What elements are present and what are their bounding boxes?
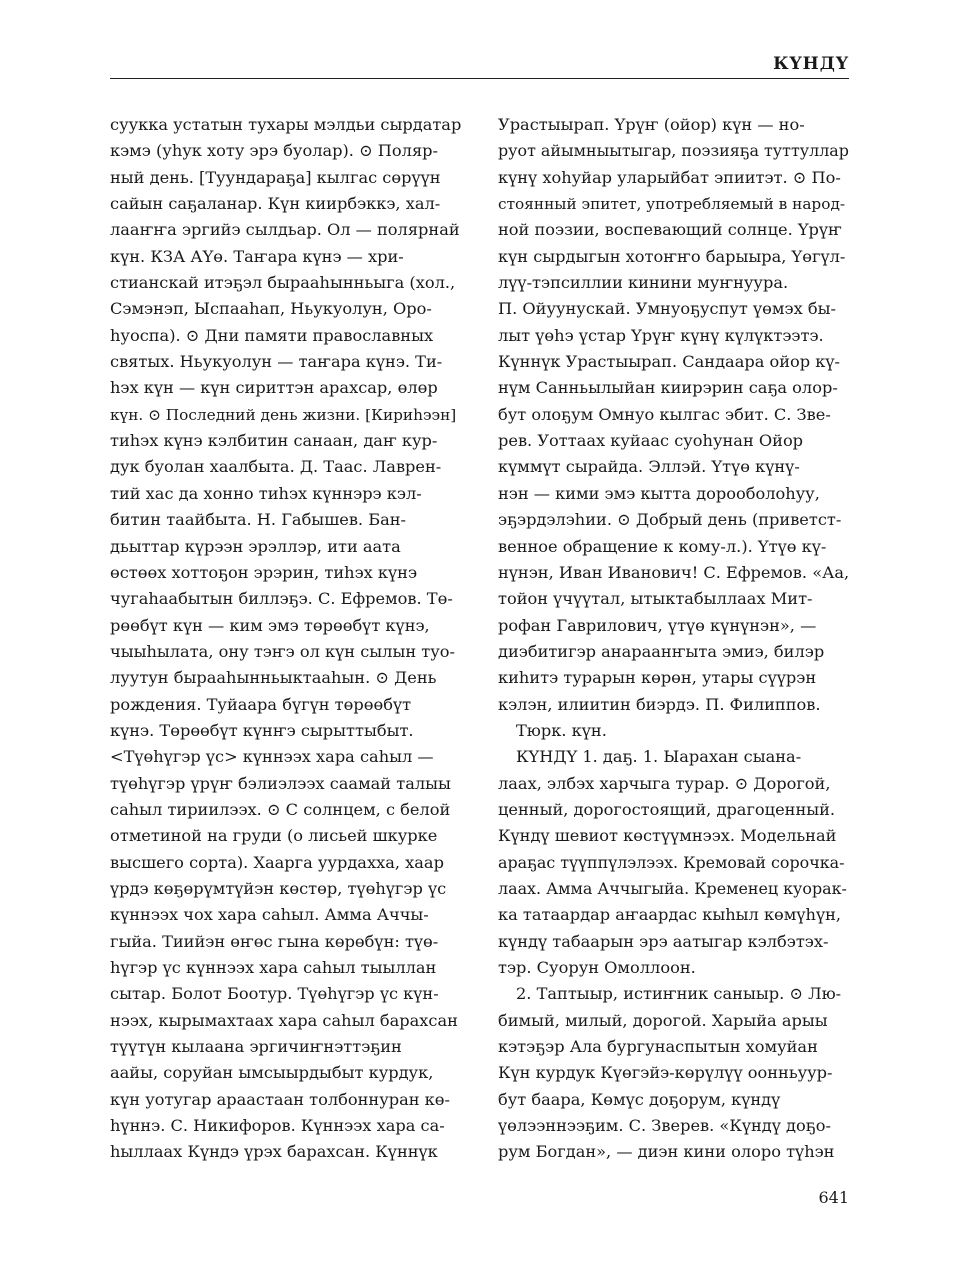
text-line: ной поэзии, воспевающий солнце. Үрүҥ <box>498 220 842 240</box>
right-column <box>498 112 850 1166</box>
text-line: күн уотугар араастаан толбоннуран кө- <box>110 1089 451 1109</box>
text-line: высшего сорта). Хаарга уурдахха, хаар <box>110 852 444 872</box>
entry-kundu-sense-1 <box>498 744 850 981</box>
text-line: тиһэх күнэ кэлбитин санаан, даҥ кур- <box>110 431 438 451</box>
text-line: бут баара, Көмүс доҕорум, күндү <box>498 1089 781 1109</box>
text-line: күнү хоһуйар уларыйбат эпиитэт. ⊙ По- <box>498 167 841 187</box>
text-line: күндү табаарын эрэ аатыгар кэлбэтэх- <box>498 931 829 951</box>
text-line: тий хас да хонно тиһэх күннэрэ кэл- <box>110 483 422 503</box>
text-line: үөлээннээҕим. С. Зверев. «Күндү доҕо- <box>498 1116 831 1136</box>
text-line: сайын саҕаланар. Күн киирбэккэ, хал- <box>110 194 441 214</box>
text-line: Урастыырап. Үрүҥ (ойор) күн — но- <box>498 115 805 134</box>
text-line: диэбитигэр анараанҥыта эмиэ, билэр <box>498 641 825 661</box>
text-line: нээх, кырымахтаах хара саһыл барахсан <box>110 1010 458 1030</box>
text-line: лаах, элбэх харчыга турар. ⊙ Дорогой, <box>498 773 831 793</box>
text-line: нэн — кими эмэ кытта дорооболоһуу, <box>498 483 820 503</box>
text-line: лыт үөһэ үстар Үрүҥ күнү күлүктээтэ. <box>498 325 824 345</box>
text-line: кэмэ (уһук хоту эрэ буолар). ⊙ Поляр- <box>110 141 438 161</box>
text-line: күммүт сырайда. Эллэй. Үтүө күнү- <box>498 457 800 477</box>
text-line: һыллаах Күндэ үрэх барахсан. Күннүк <box>110 1142 438 1162</box>
page-number: 641 <box>818 1188 849 1207</box>
running-header: КҮНДҮ <box>773 54 849 74</box>
text-line: чыыһылата, ону тэҥэ ол күн сылын туо- <box>110 641 455 661</box>
text-line: тэр. Суорун Омоллоон. <box>498 958 696 977</box>
text-line: рофан Гаврилович, үтүө күнүнэн», — <box>498 615 817 635</box>
entry-continuation <box>498 112 850 718</box>
etymology-note: Тюрк. күн. <box>516 720 607 740</box>
text-line: күн. ⊙ Последний день жизни. [Кириһээн] <box>110 405 457 424</box>
text-line: һүгэр үс күннээх хара саһыл тыыллан <box>110 958 437 977</box>
text-line: киһитэ турарын көрөн, утары сүүрэн <box>498 668 817 688</box>
text-line: дук буолан хаалбыта. Д. Таас. Лаврен- <box>110 457 442 477</box>
text-line: кэлэн, илиитин биэрдэ. П. Филиппов. <box>498 694 821 714</box>
text-line: һэх күн — күн сириттэн арахсар, өлөр <box>110 378 438 398</box>
text-line: эҕэрдэлэһии. ⊙ Добрый день (приветст- <box>498 510 842 530</box>
text-line: рум Богдан», — диэн кини олоро түһэн <box>498 1142 835 1162</box>
text-line: ный день. [Туундараҕа] кылгас сөрүүн <box>110 167 441 187</box>
text-line: венное обращение к кому-л.). Үтүө кү- <box>498 536 827 556</box>
text-line: лаах. Амма Аччыгыйа. Кременец куорак- <box>498 878 847 898</box>
text-line: рөөбүт күн — ким эмэ төрөөбүт күнэ, <box>110 615 430 635</box>
text-line: саһыл тириилээх. ⊙ С солнцем, с белой <box>110 799 451 819</box>
text-line: святых. Ньукуолун — таҥара күнэ. Ти- <box>110 352 443 372</box>
text-line: күн сырдыгын хотоҥҥо барыыра, Үөгүл- <box>498 246 846 266</box>
text-line: Күннүк Урастыырап. Сандаара ойор кү- <box>498 352 841 372</box>
text-line: Күн курдук Күөгэйэ-көрүлүү оонньуур- <box>498 1063 833 1083</box>
text-line: күн. КЗА АҮө. Таҥара күнэ — хри- <box>110 246 404 266</box>
text-line: араҕас түүппүлэлээх. Кремовай сорочка- <box>498 852 845 872</box>
text-line: бимый, милый, дорогой. Харыйа арыы <box>498 1010 828 1030</box>
text-line: лүү-тэпсиллии кинини муҥнуура. <box>498 273 789 293</box>
text-line: күнэ. Төрөөбүт күнҥэ сырыттыбыт. <box>110 720 414 740</box>
text-line: чугаһаабытын биллэҕэ. С. Ефремов. Тө- <box>110 589 453 609</box>
text-line: <Түөһүгэр үс> күннээх хара саһыл — <box>110 747 434 767</box>
text-line: битин таайбыта. Н. Габышев. Бан- <box>110 510 407 530</box>
text-line: стианскай итэҕэл бырааһынньыга (хол., <box>110 273 456 293</box>
text-line: Сэмэнэп, Ыспааһап, Ньукуолун, Оро- <box>110 299 432 319</box>
text-line: сытар. Болот Боотур. Түөһүгэр үс күн- <box>110 984 439 1004</box>
text-line: нүнэн, Иван Иванович! С. Ефремов. «Аа, <box>498 562 850 582</box>
text-line: КҮНДҮ 1. даҕ. 1. Ыарахан сыана- <box>516 747 802 767</box>
text-line: отметиной на груди (о лисьей шкурке <box>110 826 438 846</box>
text-line: П. Ойуунускай. Умнуоҕуспут үөмэх бы- <box>498 299 836 319</box>
text-line: рождения. Туйаара бүгүн төрөөбүт <box>110 694 412 714</box>
text-line: күннээх чох хара саһыл. Амма Аччы- <box>110 905 429 925</box>
left-column <box>110 112 462 1166</box>
text-line: дьыттар күрээн эрэллэр, ити аата <box>110 536 401 556</box>
text-line: бут олоҕум Омнуо кылгас эбит. С. Зве- <box>498 404 831 424</box>
text-line: үрдэ көҕөрүмтүйэн көстөр, түөһүгэр үс <box>110 878 447 898</box>
text-line: Күндү шевиот көстүүмнээх. Модельнай <box>498 826 837 846</box>
text-line: суукка устатын тухары мэлдьи сырдатар <box>110 115 462 134</box>
text-line: 2. Таптыыр, истиҥник саныыр. ⊙ Лю- <box>516 984 842 1004</box>
text-line: лааҥҥа эргийэ сылдьар. Ол — полярнай <box>110 220 460 240</box>
text-line: луутун бырааһынньыктааһын. ⊙ День <box>110 668 437 688</box>
text-line: аайы, соруйан ымсыырдыбыт курдук, <box>110 1063 434 1083</box>
text-line: руот айымныытыгар, поэзияҕа туттуллар <box>498 141 849 161</box>
text-line: рев. Уоттаах куйаас суоһунан Ойор <box>498 431 804 451</box>
header-rule <box>110 78 849 79</box>
text-line: өстөөх хоттоҕон эрэрин, тиһэх күнэ <box>110 562 418 582</box>
text-line: нүм Санньылыйан киирэрин саҕа олор- <box>498 378 838 398</box>
text-line: кэтэҕэр Ала бургунаспытын хомуйан <box>498 1037 818 1057</box>
entry-kundu-sense-2 <box>498 981 850 1165</box>
text-line: ка татаардар аҥаардас кыһыл көмүһүн, <box>498 905 842 925</box>
text-line: ценный, дорогостоящий, драгоценный. <box>498 799 836 819</box>
text-line: түөһүгэр үрүҥ бэлиэлээх саамай талыы <box>110 773 451 793</box>
text-line: стоянный эпитет, употребляемый в народ- <box>498 195 846 214</box>
text-line: тойон үчүүтал, ытыктабыллаах Мит- <box>498 589 813 609</box>
text-line: һуоспа). ⊙ Дни памяти православных <box>110 325 434 345</box>
text-line: гыйа. Тиийэн өҥөс гына көрөбүн: түө- <box>110 931 439 951</box>
text-line: түүтүн кылаана эргичиҥнэттэҕин <box>110 1037 402 1057</box>
text-line: һүннэ. С. Никифоров. Күннээх хара са- <box>110 1116 445 1136</box>
